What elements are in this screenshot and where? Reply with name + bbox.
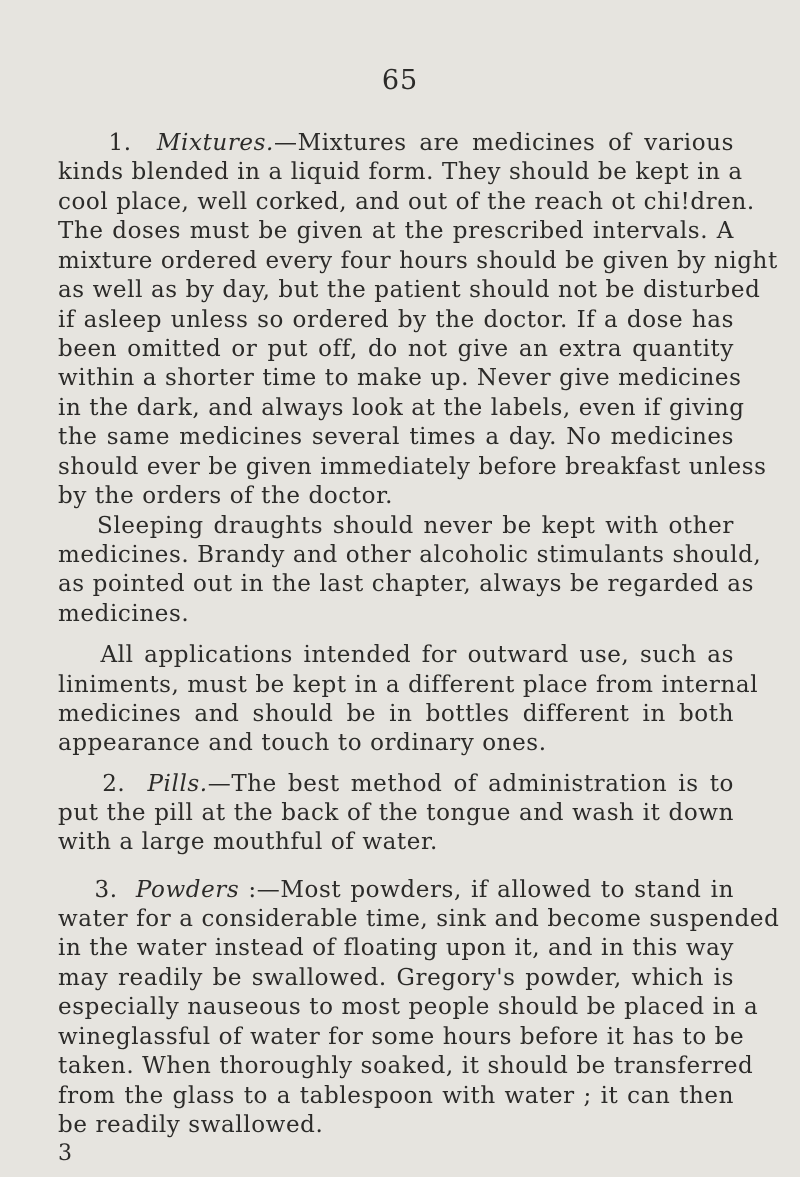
- section-heading-powders: Powders: [135, 877, 240, 903]
- text-line: liniments, must be kept in a different place from internal: [58, 672, 759, 698]
- text-line: kinds blended in a liquid form. They should be kept in a: [58, 159, 743, 185]
- text-line: [58, 875, 734, 905]
- list-number: 2.: [58, 771, 148, 797]
- list-number: 1.: [58, 130, 157, 156]
- text-line: medicines and should be in bottles different in both: [58, 701, 734, 727]
- section-heading-mixtures: Mixtures.: [156, 130, 274, 156]
- text-line: as pointed out in the last chapter, always be regarded as: [58, 571, 754, 597]
- text-line: wineglassful of water for some hours before it has to be: [58, 1024, 745, 1050]
- text-line: taken. When thoroughly soaked, it should be transferred: [58, 1053, 754, 1079]
- text-line: within a shorter time to make up. Never give medicines: [58, 365, 742, 391]
- text-line: as well as by day, but the patient should not be disturbed: [58, 277, 761, 303]
- list-number: 3.: [58, 877, 136, 903]
- line-text: :—Most powders, if allowed to stand in: [239, 877, 734, 903]
- text-line: The doses must be given at the prescribed intervals. A: [58, 218, 734, 244]
- text-line: been omitted or put off, do not give an extra quantity: [58, 336, 734, 362]
- text-line: may readily be swallowed. Gregory's powder, which is: [58, 965, 734, 991]
- text-line: cool place, well corked, and out of the reach ot chi!dren.: [58, 189, 755, 215]
- text-line: medicines. Brandy and other alcoholic stimulants should,: [58, 542, 762, 568]
- text-line: be readily swallowed.: [58, 1112, 324, 1138]
- text-line: if asleep unless so ordered by the doctor. If a dose has: [58, 307, 734, 333]
- text-line: in the water instead of floating upon it, and in this way: [58, 935, 735, 961]
- text-line: in the dark, and always look at the labels, even if giving: [58, 395, 745, 421]
- text-line: put the pill at the back of the tongue and wash it down: [58, 800, 734, 826]
- page-number: 65: [381, 65, 419, 96]
- text-line: the same medicines several times a day. No medicines: [58, 424, 734, 450]
- text-line: appearance and touch to ordinary ones.: [58, 730, 547, 756]
- text-line: by the orders of the doctor.: [58, 483, 394, 509]
- text-line: All applications intended for outward use, such as: [58, 642, 734, 668]
- signature-mark: 3: [58, 1141, 72, 1166]
- text-line: with a large mouthful of water.: [58, 829, 438, 855]
- section-heading-pills: Pills.: [147, 771, 208, 797]
- text-line: [58, 769, 734, 799]
- text-line: medicines.: [58, 601, 190, 627]
- text-line: water for a considerable time, sink and become suspended: [58, 906, 780, 932]
- text-line: especially nauseous to most people should be placed in a: [58, 994, 759, 1020]
- text-line: [58, 128, 734, 158]
- text-line: should ever be given immediately before breakfast unless: [58, 454, 767, 480]
- line-text: —The best method of administration is to: [207, 771, 734, 797]
- text-line: from the glass to a tablespoon with water ; it can then: [58, 1083, 734, 1109]
- line-text: —Mixtures are medicines of various: [273, 130, 734, 156]
- text-line: Sleeping draughts should never be kept with other: [58, 513, 734, 539]
- text-line: mixture ordered every four hours should be given by night: [58, 248, 778, 274]
